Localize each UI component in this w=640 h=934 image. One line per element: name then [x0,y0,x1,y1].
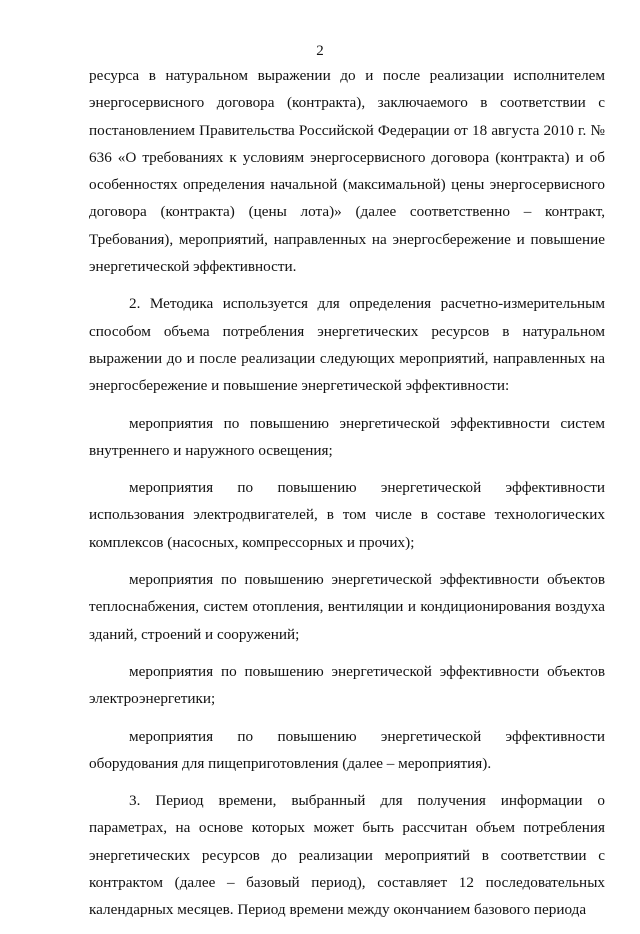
list-item-lighting: мероприятия по повышению энергетической эффективности систем внутреннего и наружного освещения; [89,414,605,459]
list-item-food-preparation: мероприятия по повышению энергетической эффективности оборудования для пищеприготовления (далее – мероприятия). [89,727,605,772]
document-body [89,62,605,934]
list-item-electric-motors: мероприятия по повышению энергетической эффективности использования электродвигателей, в том числе в составе технологических комплексов (насосных, компрессорных и прочих); [89,479,605,551]
list-item-power-engineering: мероприятия по повышению энергетической эффективности объектов электроэнергетики; [89,662,605,708]
page-number: 2 [316,43,324,59]
paragraph-3-base-period: 3. Период времени, выбранный для получения информации о параметрах, на основе которых может быть рассчитан объем потребления энергетических ресурсов до реализации мероприятий в соответствии с контрактом (далее – базовый период), составляет 12 последовательных календарных месяцев. Период времени между окончанием базового периода [89,792,605,919]
list-item-heat-supply: мероприятия по повышению энергетической эффективности объектов теплоснабжения, систем отопления, вентиляции и кондиционирования воздуха зданий, строений и сооружений; [89,571,605,643]
paragraph-continuation: ресурса в натуральном выражении до и после реализации исполнителем энергосервисного договора (контракта), заключаемого в соответствии с постановлением Правительства Российской Федерации от 18 августа 2010 г. № 636 «О требованиях к условиям энергосервисного договора (контракта) и об особенностях определения начальной (максимальной) цены энергосервисного договора (контракта) (цены лота)» (далее соответственно – контракт, Требования), мероприятий, направленных на энергосбережение и повышение энергетической эффективности. [89,67,605,276]
paragraph-2-scope: 2. Методика используется для определения расчетно-измерительным способом объема потребления энергетических ресурсов в натуральном выражении до и после реализации следующих мероприятий, направленных на энергосбережение и повышение энергетической эффективности: [89,295,605,395]
